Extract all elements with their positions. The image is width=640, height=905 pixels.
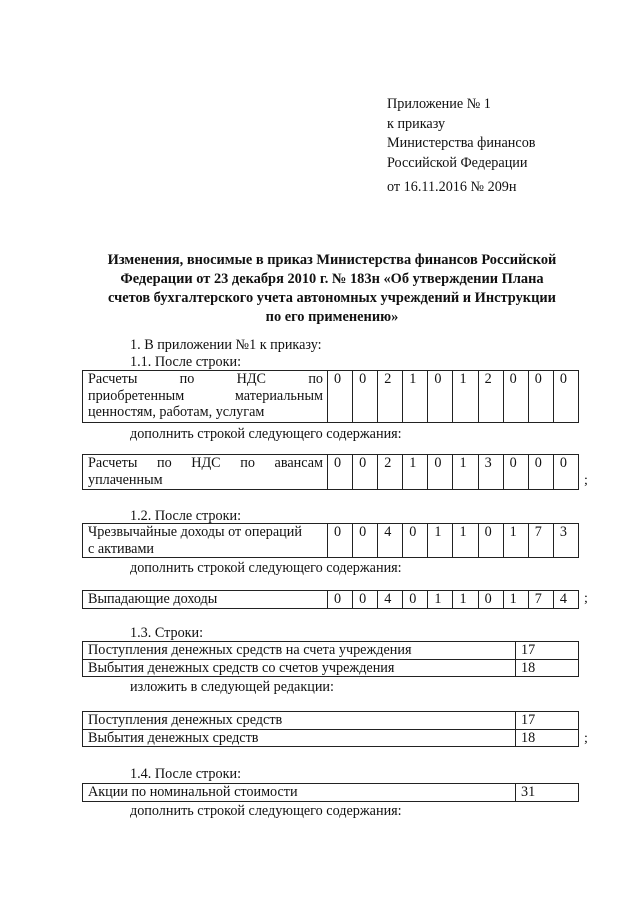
code-digit: 1 — [403, 371, 428, 423]
instruction-text: дополнить строкой следующего содержания: — [130, 426, 402, 442]
row-value: 18 — [516, 729, 579, 747]
instruction-text: дополнить строкой следующего содержания: — [130, 560, 402, 576]
instruction-text: изложить в следующей редакции: — [130, 679, 334, 695]
title-line: счетов бухгалтерского учета автономных учреждений и Инструкции — [108, 290, 556, 306]
subsection-heading: 1.1. После строки: — [130, 354, 242, 370]
row-value: 17 — [516, 642, 579, 660]
account-name — [83, 524, 328, 558]
account-table-5 — [82, 641, 579, 677]
account-name-line: с активами — [88, 540, 155, 557]
code-digit: 0 — [428, 371, 453, 423]
semicolon: ; — [584, 591, 588, 606]
subsection-heading: 1.2. После строки: — [130, 508, 242, 524]
code-digit: 0 — [403, 524, 428, 558]
code-digit: 1 — [453, 455, 478, 490]
appendix-line: к приказу — [387, 115, 446, 132]
code-digit: 0 — [403, 591, 428, 609]
code-digit: 1 — [428, 524, 453, 558]
account-name-line: Чрезвычайные доходы от операций — [88, 524, 302, 540]
subsection-heading: 1.4. После строки: — [130, 766, 242, 782]
code-digit: 1 — [428, 591, 453, 609]
code-digit: 2 — [378, 455, 403, 490]
instruction-text: дополнить строкой следующего содержания: — [130, 803, 402, 819]
code-digit: 0 — [553, 455, 578, 490]
appendix-line: Приложение № 1 — [387, 96, 491, 112]
appendix-line: Российской Федерации — [387, 154, 528, 171]
code-digit: 0 — [328, 371, 353, 423]
account-name-line: ценностям, работам, услугам — [88, 404, 265, 421]
code-digit: 0 — [328, 524, 353, 558]
account-table-6 — [82, 711, 579, 747]
code-digit: 0 — [503, 455, 528, 490]
row-value: 17 — [516, 712, 579, 730]
account-name-line: приобретенным материальным — [88, 387, 323, 404]
code-digit: 4 — [378, 591, 403, 609]
account-table-2 — [82, 454, 579, 490]
code-digit: 0 — [478, 524, 503, 558]
row-value: 31 — [516, 784, 579, 802]
semicolon: ; — [584, 731, 588, 746]
code-digit: 1 — [453, 371, 478, 423]
account-table-7 — [82, 783, 579, 802]
code-digit: 0 — [353, 371, 378, 423]
code-digit: 3 — [553, 524, 578, 558]
row-label: Выбытия денежных средств со счетов учреждения — [83, 659, 516, 677]
code-digit: 0 — [428, 455, 453, 490]
code-digit: 0 — [553, 371, 578, 423]
row-label: Поступления денежных средств — [83, 712, 516, 730]
title-line: по его применению» — [265, 309, 399, 325]
code-digit: 0 — [478, 591, 503, 609]
table-row — [83, 729, 579, 747]
code-digit: 2 — [478, 371, 503, 423]
code-digit: 0 — [353, 591, 378, 609]
account-name-line: Расчеты по НДС по — [88, 371, 323, 387]
code-digit: 2 — [378, 371, 403, 423]
appendix-date: от 16.11.2016 № 209н — [387, 179, 517, 195]
code-digit: 0 — [353, 524, 378, 558]
code-digit: 1 — [503, 524, 528, 558]
code-digit: 7 — [528, 591, 553, 609]
table-row — [83, 659, 579, 677]
title-line: Федерации от 23 декабря 2010 г. № 183н «Об утверждении Плана — [120, 271, 544, 287]
code-digit: 1 — [403, 455, 428, 490]
table-row — [83, 712, 579, 730]
code-digit: 0 — [328, 591, 353, 609]
account-name — [83, 455, 328, 490]
row-label: Акции по номинальной стоимости — [83, 784, 516, 802]
subsection-heading: 1.3. Строки: — [130, 625, 204, 641]
code-digit: 1 — [453, 591, 478, 609]
code-digit: 0 — [528, 455, 553, 490]
section-heading: 1. В приложении №1 к приказу: — [130, 337, 322, 353]
account-name-line: уплаченным — [88, 471, 163, 488]
account-table-3 — [82, 523, 579, 558]
semicolon: ; — [584, 473, 588, 488]
code-digit: 0 — [328, 455, 353, 490]
appendix-line: Министерства финансов — [387, 135, 536, 151]
code-digit: 3 — [478, 455, 503, 490]
code-digit: 0 — [353, 455, 378, 490]
code-digit: 0 — [528, 371, 553, 423]
code-digit: 7 — [528, 524, 553, 558]
account-name: Выпадающие доходы — [83, 591, 328, 609]
row-label: Выбытия денежных средств — [83, 729, 516, 747]
code-digit: 4 — [553, 591, 578, 609]
document-title — [84, 251, 580, 327]
title-line: Изменения, вносимые в приказ Министерства финансов Российской — [107, 252, 557, 268]
code-digit: 1 — [453, 524, 478, 558]
code-digit: 0 — [503, 371, 528, 423]
row-value: 18 — [516, 659, 579, 677]
code-digit: 4 — [378, 524, 403, 558]
table-row — [83, 642, 579, 660]
account-table-1 — [82, 370, 579, 423]
table-row — [83, 784, 579, 802]
code-digit: 1 — [503, 591, 528, 609]
row-label: Поступления денежных средств на счета учреждения — [83, 642, 516, 660]
account-name-line: Расчеты по НДС по авансам — [88, 455, 323, 471]
appendix-header — [387, 95, 536, 198]
account-table-4 — [82, 590, 579, 609]
account-name — [83, 371, 328, 423]
